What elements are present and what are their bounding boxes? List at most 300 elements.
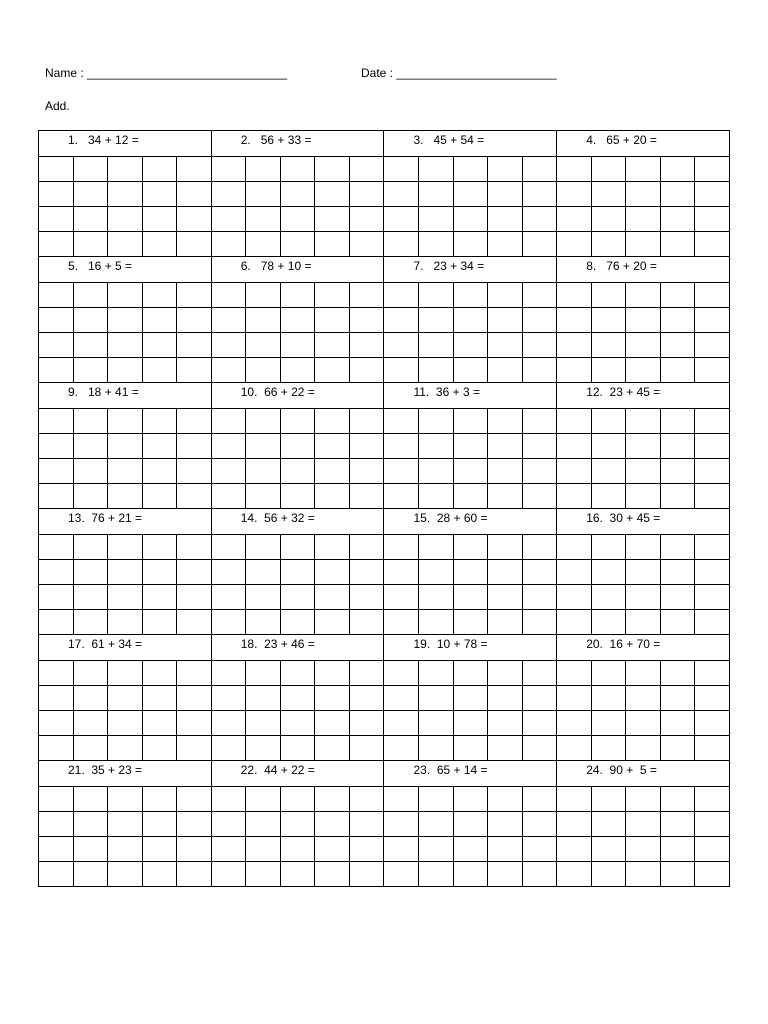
answer-cell[interactable] bbox=[591, 787, 626, 812]
answer-cell[interactable] bbox=[142, 711, 177, 736]
answer-cell[interactable] bbox=[211, 711, 246, 736]
answer-cell[interactable] bbox=[211, 610, 246, 635]
answer-cell[interactable] bbox=[73, 157, 108, 182]
answer-cell[interactable] bbox=[557, 333, 592, 358]
answer-cell[interactable] bbox=[211, 308, 246, 333]
answer-cell[interactable] bbox=[557, 308, 592, 333]
answer-cell[interactable] bbox=[280, 535, 315, 560]
answer-cell[interactable] bbox=[349, 283, 384, 308]
answer-cell[interactable] bbox=[626, 787, 661, 812]
answer-cell[interactable] bbox=[660, 610, 695, 635]
answer-cell[interactable] bbox=[211, 484, 246, 509]
answer-cell[interactable] bbox=[591, 862, 626, 887]
answer-cell[interactable] bbox=[315, 409, 350, 434]
answer-cell[interactable] bbox=[522, 610, 557, 635]
answer-cell[interactable] bbox=[488, 686, 523, 711]
answer-cell[interactable] bbox=[557, 686, 592, 711]
answer-cell[interactable] bbox=[626, 484, 661, 509]
answer-cell[interactable] bbox=[453, 711, 488, 736]
answer-cell[interactable] bbox=[108, 232, 143, 257]
answer-cell[interactable] bbox=[349, 333, 384, 358]
answer-cell[interactable] bbox=[39, 686, 74, 711]
answer-cell[interactable] bbox=[419, 232, 454, 257]
answer-cell[interactable] bbox=[522, 157, 557, 182]
answer-cell[interactable] bbox=[39, 661, 74, 686]
answer-cell[interactable] bbox=[591, 661, 626, 686]
answer-cell[interactable] bbox=[280, 333, 315, 358]
answer-cell[interactable] bbox=[660, 232, 695, 257]
answer-cell[interactable] bbox=[280, 207, 315, 232]
answer-cell[interactable] bbox=[211, 787, 246, 812]
answer-cell[interactable] bbox=[177, 283, 212, 308]
answer-cell[interactable] bbox=[211, 812, 246, 837]
answer-cell[interactable] bbox=[557, 610, 592, 635]
answer-cell[interactable] bbox=[39, 182, 74, 207]
answer-cell[interactable] bbox=[453, 283, 488, 308]
answer-cell[interactable] bbox=[384, 459, 419, 484]
answer-cell[interactable] bbox=[695, 711, 730, 736]
answer-cell[interactable] bbox=[246, 157, 281, 182]
answer-cell[interactable] bbox=[246, 585, 281, 610]
answer-cell[interactable] bbox=[591, 459, 626, 484]
answer-cell[interactable] bbox=[315, 358, 350, 383]
answer-cell[interactable] bbox=[177, 560, 212, 585]
answer-cell[interactable] bbox=[73, 585, 108, 610]
answer-cell[interactable] bbox=[246, 182, 281, 207]
answer-cell[interactable] bbox=[453, 308, 488, 333]
answer-cell[interactable] bbox=[453, 535, 488, 560]
answer-cell[interactable] bbox=[419, 686, 454, 711]
answer-cell[interactable] bbox=[660, 409, 695, 434]
answer-cell[interactable] bbox=[419, 661, 454, 686]
answer-cell[interactable] bbox=[73, 736, 108, 761]
answer-cell[interactable] bbox=[246, 232, 281, 257]
answer-cell[interactable] bbox=[108, 283, 143, 308]
answer-cell[interactable] bbox=[73, 283, 108, 308]
answer-cell[interactable] bbox=[695, 283, 730, 308]
answer-cell[interactable] bbox=[73, 409, 108, 434]
answer-cell[interactable] bbox=[557, 484, 592, 509]
answer-cell[interactable] bbox=[211, 459, 246, 484]
answer-cell[interactable] bbox=[39, 585, 74, 610]
answer-cell[interactable] bbox=[108, 434, 143, 459]
answer-cell[interactable] bbox=[108, 560, 143, 585]
answer-cell[interactable] bbox=[419, 434, 454, 459]
answer-cell[interactable] bbox=[626, 661, 661, 686]
answer-cell[interactable] bbox=[419, 484, 454, 509]
answer-cell[interactable] bbox=[211, 661, 246, 686]
answer-cell[interactable] bbox=[280, 711, 315, 736]
answer-cell[interactable] bbox=[488, 484, 523, 509]
answer-cell[interactable] bbox=[108, 459, 143, 484]
answer-cell[interactable] bbox=[557, 862, 592, 887]
answer-cell[interactable] bbox=[384, 787, 419, 812]
answer-cell[interactable] bbox=[280, 661, 315, 686]
answer-cell[interactable] bbox=[315, 736, 350, 761]
answer-cell[interactable] bbox=[108, 736, 143, 761]
answer-cell[interactable] bbox=[211, 560, 246, 585]
answer-cell[interactable] bbox=[315, 308, 350, 333]
answer-cell[interactable] bbox=[280, 585, 315, 610]
answer-cell[interactable] bbox=[384, 308, 419, 333]
answer-cell[interactable] bbox=[142, 333, 177, 358]
answer-cell[interactable] bbox=[280, 610, 315, 635]
answer-cell[interactable] bbox=[453, 736, 488, 761]
answer-cell[interactable] bbox=[626, 207, 661, 232]
answer-cell[interactable] bbox=[108, 333, 143, 358]
answer-cell[interactable] bbox=[73, 686, 108, 711]
answer-cell[interactable] bbox=[695, 686, 730, 711]
answer-cell[interactable] bbox=[626, 711, 661, 736]
answer-cell[interactable] bbox=[142, 661, 177, 686]
answer-cell[interactable] bbox=[384, 232, 419, 257]
answer-cell[interactable] bbox=[211, 157, 246, 182]
answer-cell[interactable] bbox=[177, 812, 212, 837]
answer-cell[interactable] bbox=[695, 787, 730, 812]
answer-cell[interactable] bbox=[211, 409, 246, 434]
answer-cell[interactable] bbox=[384, 434, 419, 459]
answer-cell[interactable] bbox=[488, 283, 523, 308]
answer-cell[interactable] bbox=[315, 459, 350, 484]
answer-cell[interactable] bbox=[384, 409, 419, 434]
answer-cell[interactable] bbox=[211, 232, 246, 257]
answer-cell[interactable] bbox=[557, 585, 592, 610]
answer-cell[interactable] bbox=[349, 308, 384, 333]
answer-cell[interactable] bbox=[39, 232, 74, 257]
answer-cell[interactable] bbox=[177, 409, 212, 434]
answer-cell[interactable] bbox=[142, 535, 177, 560]
answer-cell[interactable] bbox=[453, 610, 488, 635]
answer-cell[interactable] bbox=[591, 736, 626, 761]
answer-cell[interactable] bbox=[142, 283, 177, 308]
answer-cell[interactable] bbox=[557, 459, 592, 484]
answer-cell[interactable] bbox=[695, 459, 730, 484]
answer-cell[interactable] bbox=[591, 560, 626, 585]
answer-cell[interactable] bbox=[557, 787, 592, 812]
answer-cell[interactable] bbox=[488, 560, 523, 585]
answer-cell[interactable] bbox=[695, 409, 730, 434]
answer-cell[interactable] bbox=[453, 232, 488, 257]
answer-cell[interactable] bbox=[591, 484, 626, 509]
answer-cell[interactable] bbox=[142, 484, 177, 509]
answer-cell[interactable] bbox=[315, 862, 350, 887]
answer-cell[interactable] bbox=[108, 711, 143, 736]
answer-cell[interactable] bbox=[246, 535, 281, 560]
answer-cell[interactable] bbox=[349, 812, 384, 837]
answer-cell[interactable] bbox=[177, 333, 212, 358]
answer-cell[interactable] bbox=[349, 358, 384, 383]
answer-cell[interactable] bbox=[626, 308, 661, 333]
answer-cell[interactable] bbox=[522, 484, 557, 509]
answer-cell[interactable] bbox=[177, 837, 212, 862]
answer-cell[interactable] bbox=[591, 535, 626, 560]
answer-cell[interactable] bbox=[142, 358, 177, 383]
answer-cell[interactable] bbox=[522, 736, 557, 761]
answer-cell[interactable] bbox=[453, 837, 488, 862]
answer-cell[interactable] bbox=[660, 711, 695, 736]
answer-cell[interactable] bbox=[315, 661, 350, 686]
answer-cell[interactable] bbox=[488, 610, 523, 635]
answer-cell[interactable] bbox=[142, 837, 177, 862]
answer-cell[interactable] bbox=[280, 409, 315, 434]
answer-cell[interactable] bbox=[695, 434, 730, 459]
answer-cell[interactable] bbox=[39, 862, 74, 887]
answer-cell[interactable] bbox=[73, 711, 108, 736]
answer-cell[interactable] bbox=[557, 837, 592, 862]
answer-cell[interactable] bbox=[384, 560, 419, 585]
answer-cell[interactable] bbox=[419, 787, 454, 812]
answer-cell[interactable] bbox=[419, 535, 454, 560]
answer-cell[interactable] bbox=[660, 459, 695, 484]
answer-cell[interactable] bbox=[177, 862, 212, 887]
answer-cell[interactable] bbox=[660, 585, 695, 610]
answer-cell[interactable] bbox=[557, 661, 592, 686]
answer-cell[interactable] bbox=[695, 157, 730, 182]
answer-cell[interactable] bbox=[39, 736, 74, 761]
answer-cell[interactable] bbox=[39, 434, 74, 459]
answer-cell[interactable] bbox=[39, 837, 74, 862]
answer-cell[interactable] bbox=[557, 711, 592, 736]
answer-cell[interactable] bbox=[315, 610, 350, 635]
answer-cell[interactable] bbox=[349, 585, 384, 610]
answer-cell[interactable] bbox=[384, 686, 419, 711]
answer-cell[interactable] bbox=[557, 736, 592, 761]
answer-cell[interactable] bbox=[177, 308, 212, 333]
answer-cell[interactable] bbox=[108, 686, 143, 711]
answer-cell[interactable] bbox=[108, 610, 143, 635]
answer-cell[interactable] bbox=[280, 837, 315, 862]
date-field[interactable]: Date : ________________________ bbox=[361, 66, 557, 80]
answer-cell[interactable] bbox=[488, 434, 523, 459]
answer-cell[interactable] bbox=[660, 535, 695, 560]
answer-cell[interactable] bbox=[108, 661, 143, 686]
answer-cell[interactable] bbox=[280, 560, 315, 585]
answer-cell[interactable] bbox=[695, 560, 730, 585]
answer-cell[interactable] bbox=[488, 182, 523, 207]
answer-cell[interactable] bbox=[453, 434, 488, 459]
answer-cell[interactable] bbox=[177, 182, 212, 207]
answer-cell[interactable] bbox=[626, 358, 661, 383]
answer-cell[interactable] bbox=[108, 535, 143, 560]
answer-cell[interactable] bbox=[315, 686, 350, 711]
answer-cell[interactable] bbox=[349, 661, 384, 686]
answer-cell[interactable] bbox=[522, 862, 557, 887]
answer-cell[interactable] bbox=[591, 308, 626, 333]
answer-cell[interactable] bbox=[349, 182, 384, 207]
answer-cell[interactable] bbox=[246, 283, 281, 308]
answer-cell[interactable] bbox=[39, 787, 74, 812]
answer-cell[interactable] bbox=[349, 409, 384, 434]
answer-cell[interactable] bbox=[695, 358, 730, 383]
answer-cell[interactable] bbox=[419, 610, 454, 635]
name-field[interactable]: Name : ______________________________ bbox=[45, 66, 288, 80]
answer-cell[interactable] bbox=[177, 736, 212, 761]
answer-cell[interactable] bbox=[419, 358, 454, 383]
answer-cell[interactable] bbox=[349, 232, 384, 257]
answer-cell[interactable] bbox=[177, 686, 212, 711]
answer-cell[interactable] bbox=[280, 358, 315, 383]
answer-cell[interactable] bbox=[39, 157, 74, 182]
answer-cell[interactable] bbox=[280, 862, 315, 887]
answer-cell[interactable] bbox=[73, 610, 108, 635]
answer-cell[interactable] bbox=[453, 560, 488, 585]
answer-cell[interactable] bbox=[419, 409, 454, 434]
answer-cell[interactable] bbox=[39, 283, 74, 308]
answer-cell[interactable] bbox=[660, 358, 695, 383]
answer-cell[interactable] bbox=[419, 283, 454, 308]
answer-cell[interactable] bbox=[384, 283, 419, 308]
answer-cell[interactable] bbox=[660, 686, 695, 711]
answer-cell[interactable] bbox=[488, 459, 523, 484]
answer-cell[interactable] bbox=[453, 585, 488, 610]
answer-cell[interactable] bbox=[591, 358, 626, 383]
answer-cell[interactable] bbox=[142, 610, 177, 635]
answer-cell[interactable] bbox=[39, 484, 74, 509]
answer-cell[interactable] bbox=[695, 484, 730, 509]
answer-cell[interactable] bbox=[695, 182, 730, 207]
answer-cell[interactable] bbox=[626, 560, 661, 585]
answer-cell[interactable] bbox=[73, 862, 108, 887]
answer-cell[interactable] bbox=[522, 232, 557, 257]
answer-cell[interactable] bbox=[488, 862, 523, 887]
answer-cell[interactable] bbox=[349, 434, 384, 459]
answer-cell[interactable] bbox=[660, 333, 695, 358]
answer-cell[interactable] bbox=[660, 837, 695, 862]
answer-cell[interactable] bbox=[591, 434, 626, 459]
answer-cell[interactable] bbox=[73, 484, 108, 509]
answer-cell[interactable] bbox=[522, 560, 557, 585]
answer-cell[interactable] bbox=[453, 484, 488, 509]
answer-cell[interactable] bbox=[557, 409, 592, 434]
answer-cell[interactable] bbox=[177, 787, 212, 812]
answer-cell[interactable] bbox=[280, 736, 315, 761]
answer-cell[interactable] bbox=[280, 686, 315, 711]
answer-cell[interactable] bbox=[142, 308, 177, 333]
answer-cell[interactable] bbox=[453, 157, 488, 182]
answer-cell[interactable] bbox=[557, 358, 592, 383]
answer-cell[interactable] bbox=[591, 837, 626, 862]
answer-cell[interactable] bbox=[695, 812, 730, 837]
answer-cell[interactable] bbox=[660, 182, 695, 207]
answer-cell[interactable] bbox=[626, 409, 661, 434]
answer-cell[interactable] bbox=[522, 358, 557, 383]
answer-cell[interactable] bbox=[626, 157, 661, 182]
answer-cell[interactable] bbox=[453, 812, 488, 837]
answer-cell[interactable] bbox=[177, 358, 212, 383]
answer-cell[interactable] bbox=[315, 232, 350, 257]
answer-cell[interactable] bbox=[142, 157, 177, 182]
answer-cell[interactable] bbox=[626, 459, 661, 484]
answer-cell[interactable] bbox=[591, 232, 626, 257]
answer-cell[interactable] bbox=[142, 459, 177, 484]
answer-cell[interactable] bbox=[108, 812, 143, 837]
answer-cell[interactable] bbox=[626, 736, 661, 761]
answer-cell[interactable] bbox=[246, 484, 281, 509]
answer-cell[interactable] bbox=[73, 232, 108, 257]
answer-cell[interactable] bbox=[522, 585, 557, 610]
answer-cell[interactable] bbox=[384, 333, 419, 358]
answer-cell[interactable] bbox=[142, 207, 177, 232]
answer-cell[interactable] bbox=[591, 283, 626, 308]
answer-cell[interactable] bbox=[557, 434, 592, 459]
answer-cell[interactable] bbox=[419, 333, 454, 358]
answer-cell[interactable] bbox=[557, 560, 592, 585]
answer-cell[interactable] bbox=[73, 661, 108, 686]
answer-cell[interactable] bbox=[419, 157, 454, 182]
answer-cell[interactable] bbox=[349, 207, 384, 232]
answer-cell[interactable] bbox=[660, 560, 695, 585]
answer-cell[interactable] bbox=[246, 862, 281, 887]
answer-cell[interactable] bbox=[177, 711, 212, 736]
answer-cell[interactable] bbox=[142, 409, 177, 434]
answer-cell[interactable] bbox=[453, 207, 488, 232]
answer-cell[interactable] bbox=[108, 484, 143, 509]
answer-cell[interactable] bbox=[522, 459, 557, 484]
answer-cell[interactable] bbox=[384, 182, 419, 207]
answer-cell[interactable] bbox=[280, 308, 315, 333]
answer-cell[interactable] bbox=[280, 232, 315, 257]
answer-cell[interactable] bbox=[211, 358, 246, 383]
answer-cell[interactable] bbox=[142, 812, 177, 837]
answer-cell[interactable] bbox=[453, 686, 488, 711]
answer-cell[interactable] bbox=[384, 610, 419, 635]
answer-cell[interactable] bbox=[488, 837, 523, 862]
answer-cell[interactable] bbox=[626, 610, 661, 635]
answer-cell[interactable] bbox=[39, 711, 74, 736]
answer-cell[interactable] bbox=[315, 333, 350, 358]
answer-cell[interactable] bbox=[73, 787, 108, 812]
answer-cell[interactable] bbox=[626, 535, 661, 560]
answer-cell[interactable] bbox=[177, 157, 212, 182]
answer-cell[interactable] bbox=[419, 585, 454, 610]
answer-cell[interactable] bbox=[557, 157, 592, 182]
answer-cell[interactable] bbox=[246, 308, 281, 333]
answer-cell[interactable] bbox=[591, 207, 626, 232]
answer-cell[interactable] bbox=[246, 459, 281, 484]
answer-cell[interactable] bbox=[73, 560, 108, 585]
answer-cell[interactable] bbox=[349, 787, 384, 812]
answer-cell[interactable] bbox=[384, 862, 419, 887]
answer-cell[interactable] bbox=[349, 862, 384, 887]
answer-cell[interactable] bbox=[488, 207, 523, 232]
answer-cell[interactable] bbox=[177, 661, 212, 686]
answer-cell[interactable] bbox=[522, 812, 557, 837]
answer-cell[interactable] bbox=[626, 333, 661, 358]
answer-cell[interactable] bbox=[557, 535, 592, 560]
answer-cell[interactable] bbox=[39, 358, 74, 383]
answer-cell[interactable] bbox=[419, 837, 454, 862]
answer-cell[interactable] bbox=[246, 812, 281, 837]
answer-cell[interactable] bbox=[315, 434, 350, 459]
answer-cell[interactable] bbox=[384, 711, 419, 736]
answer-cell[interactable] bbox=[39, 207, 74, 232]
answer-cell[interactable] bbox=[695, 610, 730, 635]
answer-cell[interactable] bbox=[384, 812, 419, 837]
answer-cell[interactable] bbox=[108, 308, 143, 333]
answer-cell[interactable] bbox=[315, 711, 350, 736]
answer-cell[interactable] bbox=[488, 585, 523, 610]
answer-cell[interactable] bbox=[591, 182, 626, 207]
answer-cell[interactable] bbox=[177, 535, 212, 560]
answer-cell[interactable] bbox=[591, 610, 626, 635]
answer-cell[interactable] bbox=[488, 661, 523, 686]
answer-cell[interactable] bbox=[246, 661, 281, 686]
answer-cell[interactable] bbox=[73, 308, 108, 333]
answer-cell[interactable] bbox=[522, 207, 557, 232]
answer-cell[interactable] bbox=[39, 308, 74, 333]
answer-cell[interactable] bbox=[142, 560, 177, 585]
answer-cell[interactable] bbox=[660, 157, 695, 182]
